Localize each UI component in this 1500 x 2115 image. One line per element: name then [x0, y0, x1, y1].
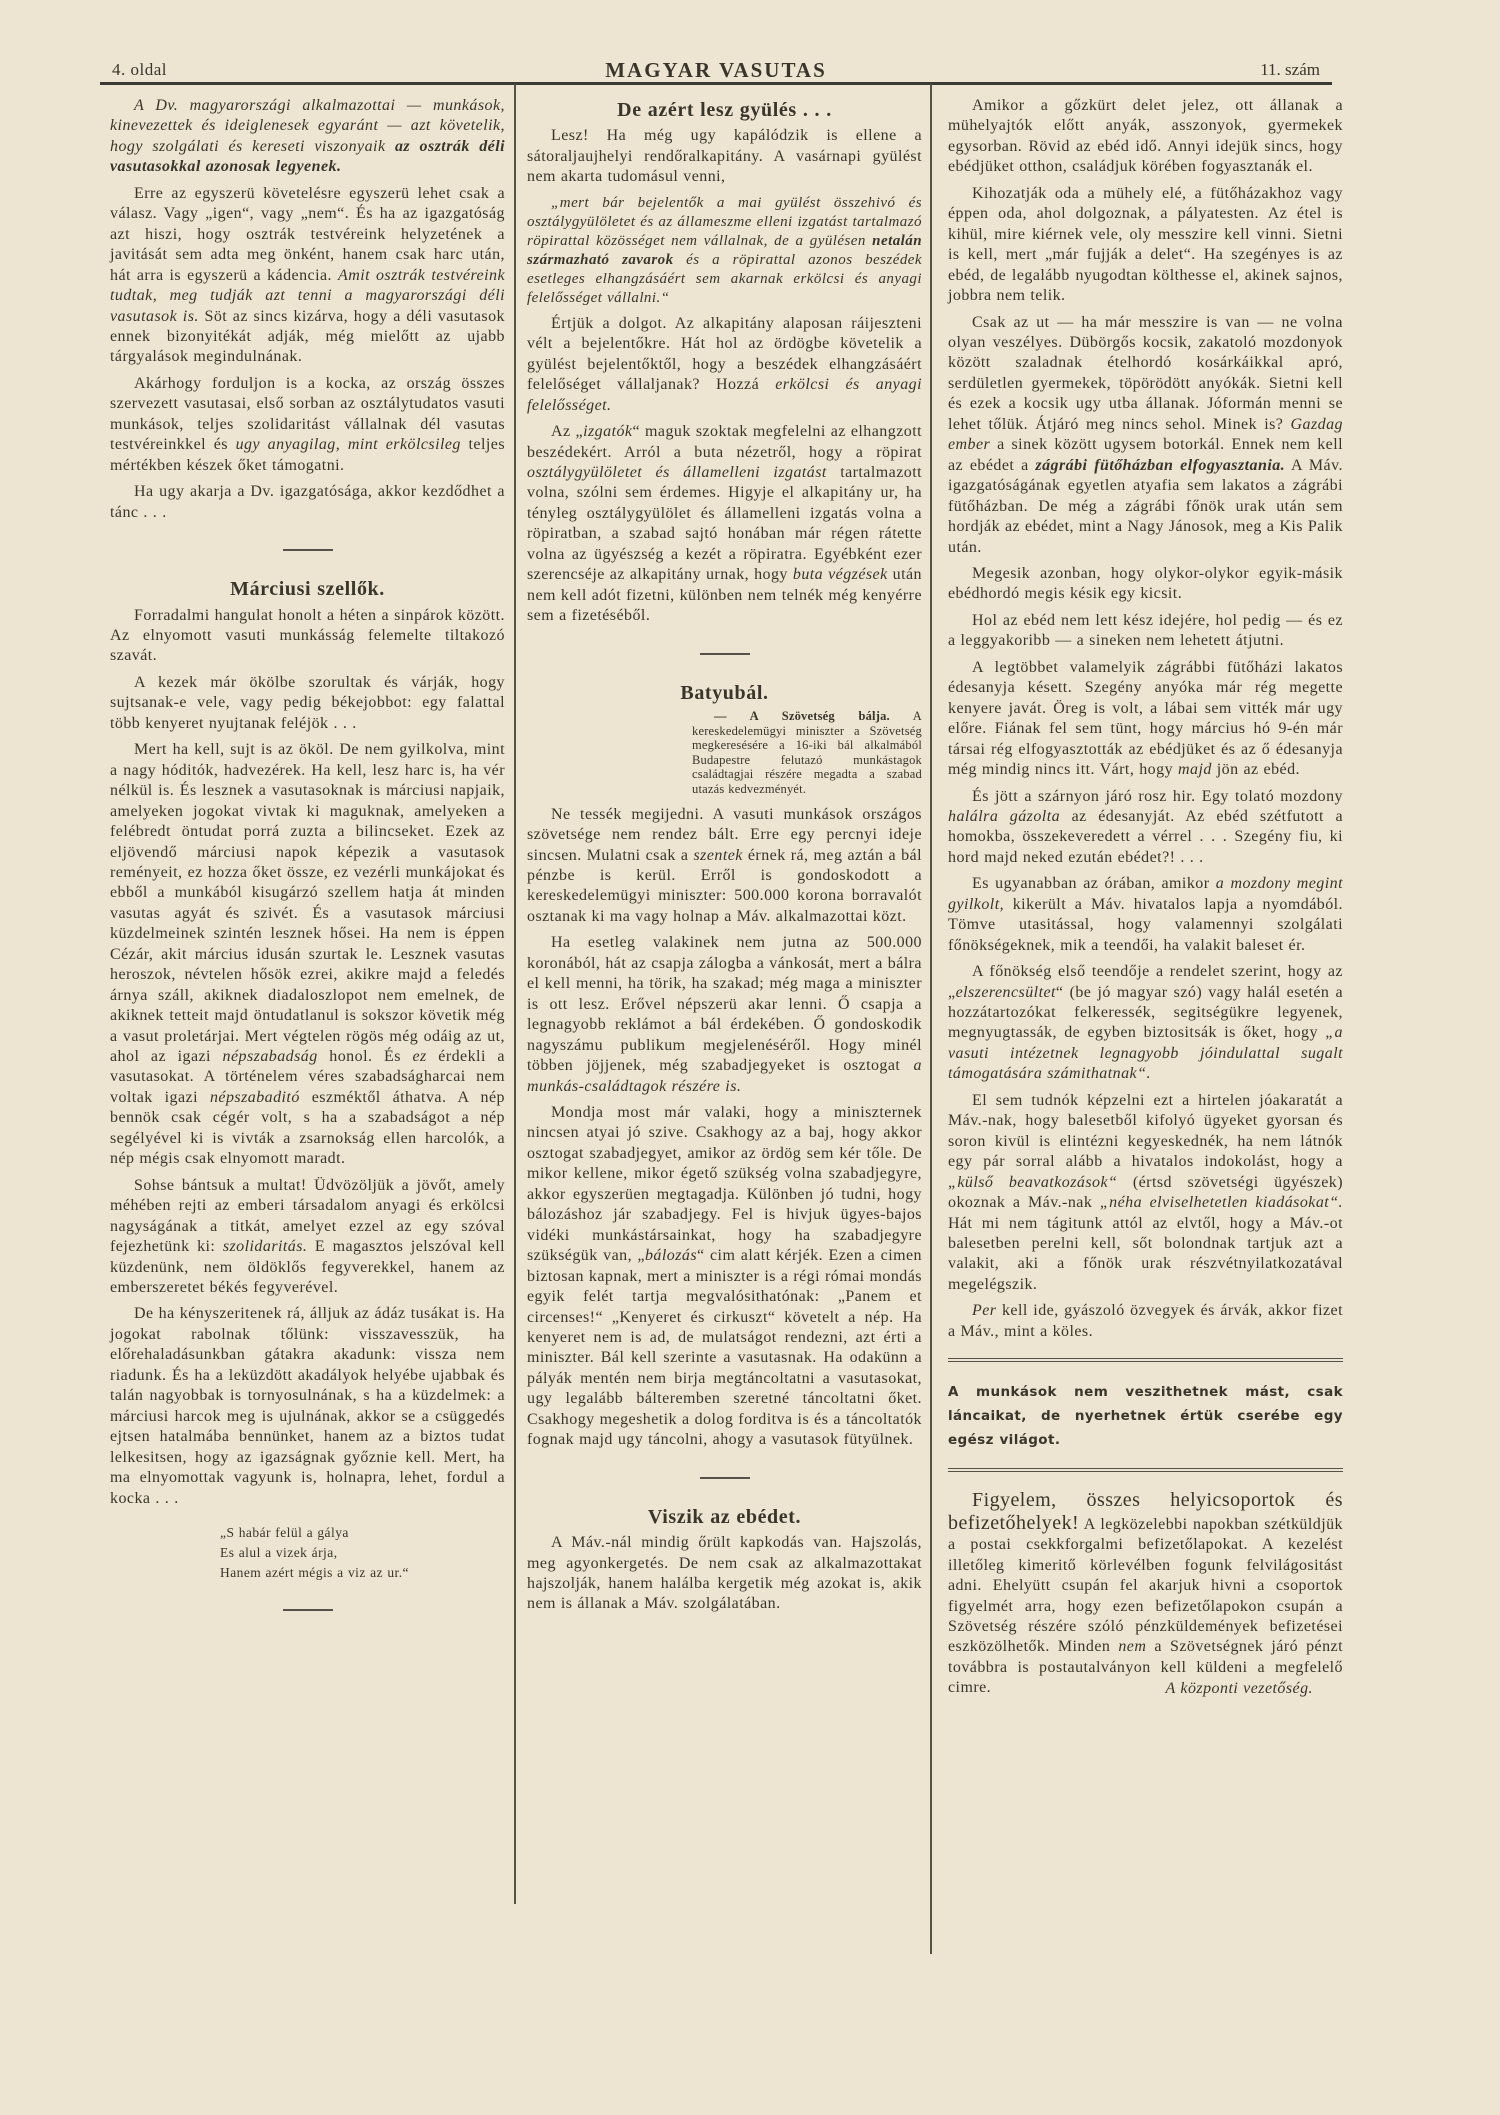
column-right	[948, 96, 1343, 1705]
text-run: A Dv. magyarországi alkalmazottai — munkások, kinevezettek és ideiglenesek egyaránt — azt követelik, hogy szolgálati és kereseti viszonyaik	[110, 97, 505, 155]
text-run: Es ugyanabban az órában, amikor	[972, 875, 1216, 893]
text-run: El sem tudnók képzelni ezt a hirtelen jóakaratát a Máv.-nak, hogy balesetből kifolyó ügyeket gyorsan és soron kivül is elintézni kegyeskednék, ha nem látnók egy pár sorral alább a hivatalos indokolást, hogy a	[948, 1091, 1343, 1171]
text-run: szolidaritás.	[222, 1238, 308, 1256]
text-run: — A Szövetség bálja.	[714, 709, 890, 724]
paragraph	[948, 611, 1343, 652]
paragraph	[948, 184, 1343, 307]
text-run: és a röpirattal azonos beszédek esetleges elhangzásáért sem akarnak erkölcsi és anyagi felelősséget vállalni.“	[527, 251, 922, 306]
text-run: A legtöbbet valamelyik zágrábbi fütőházi lakatos édesanyja késett. Szegény anyóka már rég megette kenyere javát. Öreg is volt, a lábai sem vitték már ugy előre. Fiának fel sem tünt, hogy március hó 9-én már társai rég elfogyasztották az ebédjüket és az ő édesanyja még mindig nincs itt. Várt, hogy	[948, 658, 1343, 779]
paragraph	[527, 126, 922, 187]
paragraph	[948, 962, 1343, 1085]
text-run: izgatók	[583, 423, 633, 441]
text-run: buta végzések	[792, 566, 888, 584]
separator-rule	[700, 653, 750, 655]
text-run: Megesik azonban, hogy olykor-olykor egyik-másik ebédhordó megis késik egy kicsit.	[948, 564, 1343, 603]
text-run: tartalmazott volna, szólni sem érdemes. Higyje el alkapitány ur, ha tényleg osztálygyülölet és államelleni izgatás volna a röpiratban, a szabad sajtó honában már régen rátette volna az ügyészség a kezét a röpiratra. Egyébként ezer szerencséje az alkapitány urnak, hogy	[527, 463, 922, 584]
text-run: Mondja most már valaki, hogy a miniszternek nincsen atyai jó szive. Csakhogy az a baj, hogy akkor osztogat szabadjegyet, amikor az ördög sem kér tőle. De mikor kellene, mikor égető szükség volna szabadjegyre, akkor egyszerüen megtagadja. Különben jó tudni, hogy bálozáshoz jár szabadjegy. Fel is hivjuk ügyes-bajos vidéki munkástársainkat, hogy ha szabadjegyre szükségük van, „	[527, 1103, 922, 1265]
paragraph	[527, 805, 922, 928]
text-run: nem	[1118, 1638, 1147, 1656]
text-run: „mert bár bejelentők a mai gyülést összehivó és osztálygyülöletet és az állameszme elleni izgatást tartalmazó röpirattal közösséget nem vállalnak, de a gyülésen	[527, 194, 922, 249]
paragraph	[110, 184, 505, 368]
text-run: Az „	[551, 423, 584, 441]
text-run: Sohse bántsuk a multat! Üdvözöljük a jövőt, amely méhében rejti az emberi társadalom anyagi és erkölcsi nagyságának a titkát, amelyet ezzel az egy szóval fejezhetünk ki:	[110, 1176, 505, 1256]
column-divider	[930, 84, 932, 1954]
text-run: És jött a szárnyon járó rosz hir. Egy tolató mozdony	[972, 787, 1343, 805]
text-run: népszabadság	[222, 1048, 318, 1066]
text-run: jön az ebéd.	[1211, 761, 1300, 779]
text-run: A munkások nem veszithetnek mást, csak láncaikat, de nyerhetnek értük cserébe egy egész világot.	[948, 1384, 1343, 1449]
text-run: netalán származható zavarok	[527, 232, 922, 268]
paragraph	[948, 1091, 1343, 1296]
paragraph	[110, 96, 505, 178]
text-run: ugy anyagilag, mint erkölcsileg	[235, 436, 461, 454]
text-run: Figyelem, összes helyicsoportok és befizetőhelyek!	[948, 1489, 1343, 1534]
separator-rule	[700, 1477, 750, 1479]
poem-line: „S habár felül a gálya	[220, 1525, 349, 1540]
quoted-paragraph	[527, 194, 922, 308]
paragraph	[110, 1304, 505, 1509]
separator-rule	[283, 1609, 333, 1611]
text-run: eszméktől áthatva. A nép bennök csak cégér volt, s ha a szabadságot a nép segélyével ki is vivták a zsarnokság ellen harcolók, a nép mégis csak elnyomott maradt.	[110, 1088, 505, 1168]
text-run: Márciusi szellők.	[230, 578, 385, 601]
paragraph	[110, 482, 505, 523]
text-run: Gazdag ember	[948, 415, 1343, 454]
text-run: Viszik az ebédet.	[647, 1505, 802, 1528]
poem-line: Es alul a vizek árja,	[220, 1545, 338, 1560]
text-run: ez	[412, 1048, 427, 1066]
text-run: halálra gázolta	[948, 807, 1061, 825]
text-run: a Szövetségnek járó pénzt továbbra is postautalványon kell küldeni a megfelelő cimre.	[948, 1638, 1343, 1697]
text-run: Hát mi nem tágitunk attól az elvtől, hogy a Máv.-ot balesetben perelni kell, sőt bolondnak tartjuk azt a valakit, aki a főnök urak részvétnyilatkozatával megelégszik.	[948, 1214, 1343, 1293]
issue-number: 11. szám	[1260, 60, 1320, 79]
text-run: Akárhogy forduljon is a kocka, az ország összes szervezett vasutasai, első sorban az osztálytudatos vasuti munkások, teljes szolidaritást vállalnak dél vasutas testvéreinkkel és	[110, 374, 505, 454]
text-run: Erre az egyszerü követelésre egyszerü lehet csak a válasz. Vagy „igen“, vagy „nem“. És ha az igazgatóság azt hiszi, hogy osztrák testvéreink helyzetének a javitását sem adta meg önként, hanem csak harc után, hát arra is egyszerü a kádencia.	[110, 184, 505, 284]
text-run: bálozás	[644, 1247, 698, 1265]
text-run: A kezek már ökölbe szorultak és várják, hogy sujtsanak-e vele, vagy pedig békejobbot: egy falattal több kenyeret nyujtanak feléjök . . .	[110, 673, 505, 732]
text-run: honol. És	[317, 1048, 413, 1066]
text-run: kikerült a Máv. hivatalos lapja a nyomdából. Tömve utasitással, hogy valamennyi szolgálati főnökségeknek, mik a teendői, ha valakit baleset ér.	[948, 895, 1343, 954]
text-run: népszabaditó	[209, 1088, 300, 1106]
text-run: Csak az ut — ha már messzire is van — ne volna olyan veszélyes. Dübörgős kocsik, zakatoló mozdonyok között szaladnak ételhordó kosárkáikkal apró, serdületlen gyermekek, töpörödött anyókák. Sietni kell és ezek a kocsik ugy utba állanak. Jóformán menni se lehet tőlük. Átjáró meg nincs sehol. Minek is?	[948, 313, 1343, 433]
text-run: Kihozatják oda a mühely elé, a fütőházakhoz vagy éppen oda, ahol dolgoznak, a pályatesten. Az étel is kihül, mire kiérnek vele, oly messzire kell vinni. Sietni is kell, mert „már fujják a delet“. Ha szegényes is az ebéd, de legalább nyugodtan költhesse el, akinek sajnos, jobbra nem telik.	[948, 184, 1343, 305]
text-run: érdekli a vasutasokat. A történelem véres szabadságharcai nem voltak igazi	[110, 1048, 505, 1106]
paragraph	[527, 1103, 922, 1451]
text-run: a mozdony megint gyilkolt,	[948, 875, 1343, 913]
masthead: MAGYAR VASUTAS	[605, 58, 827, 82]
text-run: A Máv.-nál mindig őrült kapkodás van. Hajszolás, meg agyonkergetés. De nem csak az alkalmazottakat hajszolják, hanem halálba kergetik még azokat is, akik nem is állanak a Máv. szolgálatában.	[527, 1534, 922, 1613]
article-title	[527, 683, 922, 703]
text-run: Hol az ebéd nem lett kész idejére, hol pedig — és ez a leggyakoribb — a sineken nem lehetett átjutni.	[948, 611, 1343, 650]
text-run: A főnökség első teendője a rendelet szerint, hogy az „	[948, 963, 1343, 1001]
text-run: után nem kell adót fizetni, különben nem telnék még kenyérre sem a fizetéséből.	[527, 566, 922, 625]
text-run: Ha ugy akarja a Dv. igazgatósága, akkor kezdődhet a tánc . . .	[110, 483, 505, 521]
text-run: teljes mértékben készek őket támogatni.	[110, 436, 505, 474]
page-number: 4. oldal	[112, 60, 167, 79]
text-run: Per	[972, 1302, 997, 1320]
text-run: elszerencsültet	[955, 983, 1056, 1001]
article-title	[527, 100, 922, 120]
text-run: (értsd szövetségi ügyészek) okoznak a Máv.-nak	[948, 1173, 1343, 1212]
column-middle	[527, 96, 922, 1621]
text-run: Ha esetleg valakinek nem jutna az 500.000 koronából, hát az csapja zálogba a vánkosát, mert a bálra el kell menni, ha törik, ha szakad; még maga a miniszter is ott lesz. Erővel népszerü akar lenni. Ő csapja a legnagyobb reklámot a bál érdekében. Ő gondoskodik nagyszámu publikum megjelenéséről. Hogy minél többen jöjjenek, még szabadjegyeket is osztogat	[527, 934, 922, 1075]
paragraph	[948, 874, 1343, 956]
text-run: Söt az sincs kizárva, hogy a déli vasutasok ennek bizonyitékát adják, még mielőtt az ujabb tárgyalások megindulnának.	[110, 307, 506, 366]
text-run: De azért lesz gyülés . . .	[617, 99, 832, 121]
text-run: Amikor a gőzkürt delet jelez, ott állanak a mühelyajtók előtt anyák, asszonyok, gyermekek egysorban. Rövid az ebéd idő. Annyi idejük sincs, hogy ebédjüket otthon, családjuk körében fogyasztanák el.	[948, 97, 1343, 176]
text-run: kell ide, gyászoló özvegyek és árvák, akkor fizet a Máv., mint a köles.	[948, 1302, 1343, 1340]
text-run: „néha elviselhetetlen kiadásokat“.	[1099, 1194, 1343, 1212]
text-run: a munkás-családtagok részére is.	[527, 1057, 922, 1095]
page-header	[100, 58, 1332, 85]
text-run: erkölcsi és anyagi felelősséget.	[527, 376, 922, 414]
text-run: A legközelebbi napokban szétküldjük a postai csekkforgalmi befizetőlapokat. A kezelést illetőleg kimeritő körlevélben fogunk felvilágositást adni. Ehelyütt csupán fel akarjuk hivni a csoportok figyelmét arra, hogy ezen befizetőlapokon csupán a Szövetség részére szóló pénzküldemények befizetései eszközölhetők. Minden	[948, 1515, 1343, 1656]
text-run: zágrábi fütőházban elfogyasztania.	[1035, 456, 1286, 474]
paragraph	[527, 933, 922, 1097]
paragraph	[948, 787, 1343, 869]
text-run: “ (be jó magyar szó) vagy halál esetén a hozzátartozókat felkeressék, segitségükre legyenek, megnyugtassák, de egyben biztositsák is őket, hogy	[948, 983, 1343, 1042]
poem	[220, 1523, 505, 1583]
text-run: érnek rá, meg aztán a bál pénzbe is kerül. Erről is gondoskodott a kereskedelemügyi miniszter: 500.000 korona borravalót osztanak ki ma vagy holnap a Máv. alkalmazottai közt.	[527, 846, 922, 925]
paragraph	[110, 374, 505, 476]
text-run: az osztrák déli vasutasokkal azonosak legyenek.	[110, 137, 505, 176]
text-run: „a vasuti intézetnek legnagyobb jóindulattal sugalt támogatására számithatnak“.	[948, 1024, 1343, 1083]
text-run: A kereskedelemügyi miniszter a Szövetség megkeresésére a 16-iki bál alkalmából Budapestre felutazó munkástagok családtagjai részére megadta a szabad utazás kedvezményét.	[692, 709, 922, 797]
text-run: Batyubál.	[680, 681, 769, 704]
paragraph	[948, 564, 1343, 605]
separator-rule	[283, 549, 333, 551]
text-run: Értjük a dolgot. Az alkapitány alaposan ráijeszteni vélt a bejelentőkre. Hát hol az ördögbe követelik a gyülést bejelentőktől, hogy a beszédek elhangzásáért felelőséget vállaljanak? Hozzá	[527, 314, 922, 394]
column-left	[110, 96, 505, 1639]
text-run: osztálygyülöletet és államelleni izgatást	[527, 463, 827, 481]
paragraph	[948, 96, 1343, 178]
poem-line: Hanem azért mégis a viz az ur.“	[220, 1565, 409, 1580]
article-title	[110, 579, 505, 599]
signature	[948, 1679, 1343, 1699]
paragraph	[110, 740, 505, 1170]
slogan-box	[948, 1358, 1343, 1472]
paragraph	[110, 606, 505, 667]
text-run: De ha kényszeritenek rá, álljuk az ádáz tusákat is. Ha jogokat rabolnak tőlünk: visszavesszük, ha előrehaladásunkban gátakra akadunk: vissza nem riadunk. És ha a leküzdött akadályok helyébe ujabbak és talán nagyobbak is tornyosulnának, s ha a küzdelmek: a márciusi harcok meg is ujulnának, akkor se a csüggedés ejtsen hatalmába bennünket, hanem az a biztos tudat lelkesitsen, hogy az igazságnak győznie kell. Mert, ha ma elnyomottak vagyunk is, holnapra, lehet, fordul a kocka . . .	[110, 1305, 505, 1507]
text-run: Forradalmi hangulat honolt a héten a sinpárok között. Az elnyomott vasuti munkásság felemelte tiltakozó szavát.	[110, 606, 505, 665]
text-run: „külső beavatkozások“	[948, 1173, 1118, 1191]
text-run: majd	[1177, 761, 1212, 779]
text-run: “ maguk szoktak megfelelni az elhangzott beszédekért. Arról a buta nézetről, hogy a röpirat	[527, 423, 922, 461]
text-run: Ne tessék megijedni. A vasuti munkások országos szövetsége nem rendez bált. Erre egy percnyi ideje sincsen. Mulatni csak a	[527, 805, 922, 864]
text-run: szentek	[693, 846, 743, 864]
article-title	[527, 1507, 922, 1527]
column-divider	[514, 84, 516, 1904]
paragraph	[948, 658, 1343, 781]
notice-paragraph	[948, 1490, 1343, 1699]
text-run: A központi vezetőség.	[1165, 1679, 1313, 1697]
text-run: A Máv. igazgatóságának egyetlen atyafia sem lakatos a zágrábi fütőházban. De még a zágrábi főnök urak után sem hordják az ebédet, mint a Nagy Jánosok, meg a Kis Palik után.	[948, 456, 1343, 556]
text-run: az édesanyját. Az ebéd szétfutott a homokba, összekeveredett a vérrel . . . Szegény fiu, ki hord majd neked ezután ebédet?! . . .	[948, 807, 1344, 866]
paragraph	[527, 314, 922, 416]
paragraph	[527, 422, 922, 627]
paragraph	[527, 1533, 922, 1615]
text-run: a sinek között ugysem botorkál. Ennek nem kell az ebédet a	[948, 436, 1343, 474]
paragraph	[948, 313, 1343, 558]
paragraph	[110, 673, 505, 734]
news-lead	[692, 709, 922, 797]
text-run: E magasztos jelszóval kell küzdenünk, nem öldöklős fegyverekkel, hanem az emberszeretet békés fegyverével.	[110, 1238, 506, 1297]
text-run: Amit osztrák testvéreink tudtak, meg tudják azt tenni a magyarországi déli vasutasok is.	[110, 266, 505, 325]
text-run: Mert ha kell, sujt is az ököl. De nem gyilkolva, mint a nagy hóditók, hadvezérek. Ha kell, lesz harc is, ha vér nélkül is. És lesznek a vasutasoknak is márciusi napjaik, amelyeken jogokat vivtak ki maguknak, amelyeken a felébredt öntudat porrá zuzta a bilincseket. Ezek az eljövendő márciusi napok képezik a vasutasok reményeit, ez hozza őket össze, ez vezérli munkájokat és ebből a munkából kisugárzó szellem hatja át minden vasutas agyát és szivét. És a vasutasok márciusi küzdelmeinek szintén lesznek hősei. Ha nem is éppen Cézár, akit március idusán szurtak le. Lesznek vasutas heroszok, névtelen hősök ezrei, akikre majd a feledés árnya száll, akiknek diadaloszlopot nem emelnek, de akiknek tetteit majd öntudatlanul is sokszor követik még a vasut proletárjai. Mert végtelen rögös még odáig az ut, ahol az igazi	[110, 741, 505, 1066]
text-run: “ cim alatt kérjék. Ezen a cimen biztosan kapnak, mert a miniszter is a régi római mondás egyik felét tartja megvalósithatónak: „Panem et circenses!“ „Kenyeret és cirkuszt“ követelt a nép. Ha kenyeret nem is ad, de mulatságot rendezni, azt érti a miniszter. Bál kell szerinte a vasutasnak. Ha odakünn a pályák mentén nem birja megtáncoltatni a vasutasokat, ugy legalább bálteremben szeretné táncoltatni őket. Csakhogy megeshetik a dolog forditva is és a táncoltatók fognak majd ugy táncolni, ahogy a vasutasok fütyülnek.	[527, 1247, 922, 1449]
text-run: Lesz! Ha még ugy kapálódzik is ellene a sátoraljaujhelyi rendőralkapitány. A vasárnapi gyülést nem akarta tudomásul venni,	[527, 127, 922, 186]
paragraph	[110, 1176, 505, 1299]
paragraph	[948, 1301, 1343, 1342]
